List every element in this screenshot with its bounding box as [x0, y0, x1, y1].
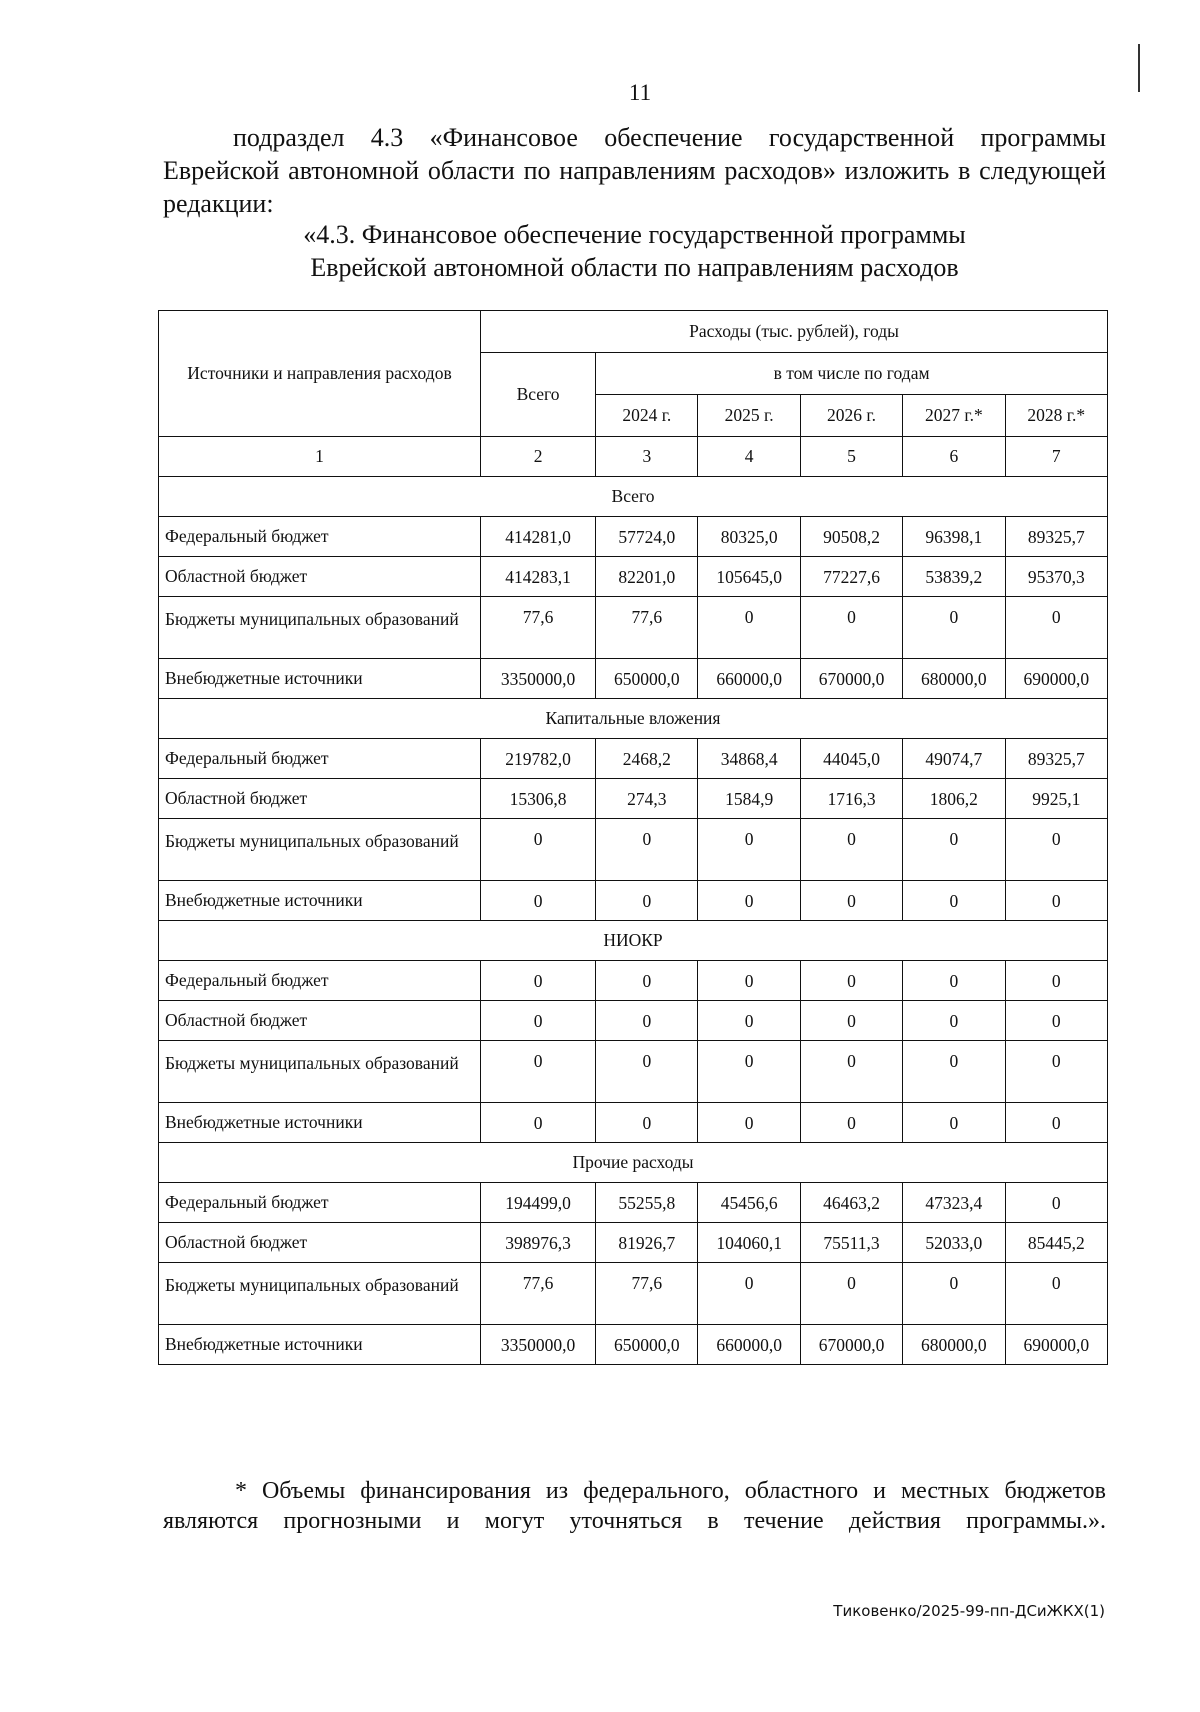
table-cell: 670000,0 [800, 659, 902, 699]
table-cell: 414283,1 [481, 557, 596, 597]
table-cell: 690000,0 [1005, 659, 1107, 699]
table-cell: 0 [800, 961, 902, 1001]
row-label: Бюджеты муниципальных образований [159, 819, 481, 881]
table-cell: 0 [800, 597, 902, 659]
table-row [159, 881, 1108, 921]
section-header-row [159, 921, 1108, 961]
table-cell: 0 [596, 881, 698, 921]
table-cell: 650000,0 [596, 1325, 698, 1365]
sources-header: Источники и направления расходов [159, 311, 481, 437]
table-row [159, 1041, 1108, 1103]
column-number: 4 [698, 437, 800, 477]
row-label: Бюджеты муниципальных образований [159, 597, 481, 659]
table-cell: 45456,6 [698, 1183, 800, 1223]
table-cell: 0 [1005, 1263, 1107, 1325]
year-header: 2026 г. [800, 395, 902, 437]
table-cell: 0 [596, 1001, 698, 1041]
table-cell: 0 [1005, 1103, 1107, 1143]
table-cell: 81926,7 [596, 1223, 698, 1263]
table-cell: 680000,0 [903, 659, 1005, 699]
finance-table [158, 310, 1108, 1365]
table-row [159, 597, 1108, 659]
table-cell: 0 [903, 961, 1005, 1001]
table-header [159, 311, 1108, 477]
table-cell: 0 [698, 597, 800, 659]
table-cell: 0 [903, 597, 1005, 659]
table-cell: 414281,0 [481, 517, 596, 557]
table-row [159, 557, 1108, 597]
table-cell: 0 [698, 1263, 800, 1325]
table-cell: 0 [481, 961, 596, 1001]
row-label: Федеральный бюджет [159, 739, 481, 779]
table-cell: 89325,7 [1005, 739, 1107, 779]
table-cell: 0 [903, 1041, 1005, 1103]
section-title: Капитальные вложения [159, 699, 1108, 739]
table-cell: 0 [596, 819, 698, 881]
table-cell: 0 [698, 961, 800, 1001]
table-row [159, 961, 1108, 1001]
table-cell: 1716,3 [800, 779, 902, 819]
table-cell: 0 [596, 961, 698, 1001]
row-label: Областной бюджет [159, 557, 481, 597]
table-cell: 104060,1 [698, 1223, 800, 1263]
table-cell: 194499,0 [481, 1183, 596, 1223]
row-label: Бюджеты муниципальных образований [159, 1263, 481, 1325]
row-label: Федеральный бюджет [159, 1183, 481, 1223]
table-cell: 44045,0 [800, 739, 902, 779]
table-cell: 0 [800, 1103, 902, 1143]
table-cell: 77227,6 [800, 557, 902, 597]
table-cell: 89325,7 [1005, 517, 1107, 557]
section-header-row [159, 477, 1108, 517]
table-cell: 0 [481, 819, 596, 881]
table-cell: 670000,0 [800, 1325, 902, 1365]
column-number: 6 [903, 437, 1005, 477]
section-heading [163, 218, 1106, 284]
table-cell: 77,6 [481, 597, 596, 659]
table-row [159, 1263, 1108, 1325]
table-cell: 90508,2 [800, 517, 902, 557]
table-row [159, 1223, 1108, 1263]
row-label: Областной бюджет [159, 1223, 481, 1263]
year-header: 2027 г.* [903, 395, 1005, 437]
column-number: 1 [159, 437, 481, 477]
row-label: Федеральный бюджет [159, 517, 481, 557]
table-row [159, 1001, 1108, 1041]
row-label: Областной бюджет [159, 1001, 481, 1041]
intro-paragraph: подраздел 4.3 «Финансовое обеспечение государственной программы Еврейской автономной области по направлениям расходов» изложить в следующей редакции: [163, 123, 1106, 218]
table-cell: 680000,0 [903, 1325, 1005, 1365]
table-cell: 53839,2 [903, 557, 1005, 597]
table-cell: 49074,7 [903, 739, 1005, 779]
table-row [159, 819, 1108, 881]
table-cell: 398976,3 [481, 1223, 596, 1263]
table-cell: 0 [800, 881, 902, 921]
row-label: Бюджеты муниципальных образований [159, 1041, 481, 1103]
table-row [159, 1325, 1108, 1365]
table-row [159, 659, 1108, 699]
table-cell: 3350000,0 [481, 1325, 596, 1365]
table-cell: 34868,4 [698, 739, 800, 779]
table-cell: 82201,0 [596, 557, 698, 597]
table-cell: 0 [903, 1263, 1005, 1325]
section-title: Всего [159, 477, 1108, 517]
table-cell: 77,6 [596, 1263, 698, 1325]
total-header: Всего [481, 353, 596, 437]
table-cell: 0 [698, 1041, 800, 1103]
year-header: 2028 г.* [1005, 395, 1107, 437]
table-cell: 9925,1 [1005, 779, 1107, 819]
row-label: Внебюджетные источники [159, 1103, 481, 1143]
table-cell: 0 [481, 1103, 596, 1143]
table-cell: 77,6 [481, 1263, 596, 1325]
table-cell: 0 [903, 1001, 1005, 1041]
table-cell: 15306,8 [481, 779, 596, 819]
table-cell: 57724,0 [596, 517, 698, 557]
table-cell: 96398,1 [903, 517, 1005, 557]
table-cell: 0 [1005, 1001, 1107, 1041]
table-row [159, 779, 1108, 819]
footnote-line-1: * Объемы финансирования из федерального, областного и местных бюджетов [235, 1478, 1106, 1504]
table-cell: 0 [800, 1041, 902, 1103]
table-cell: 0 [698, 1103, 800, 1143]
table-cell: 0 [800, 1263, 902, 1325]
table-cell: 0 [800, 1001, 902, 1041]
table-cell: 0 [1005, 1183, 1107, 1223]
table-cell: 0 [1005, 961, 1107, 1001]
table-cell: 0 [903, 819, 1005, 881]
year-header: 2025 г. [698, 395, 800, 437]
row-label: Областной бюджет [159, 779, 481, 819]
heading-line-1: «4.3. Финансовое обеспечение государственной программы [303, 220, 966, 249]
section-header-row [159, 1143, 1108, 1183]
column-number: 5 [800, 437, 902, 477]
table-cell: 46463,2 [800, 1183, 902, 1223]
table-row [159, 517, 1108, 557]
column-number: 7 [1005, 437, 1107, 477]
table-body [159, 477, 1108, 1365]
table-cell: 0 [698, 881, 800, 921]
table-cell: 0 [481, 881, 596, 921]
table-cell: 0 [903, 1103, 1005, 1143]
section-title: Прочие расходы [159, 1143, 1108, 1183]
table-cell: 274,3 [596, 779, 698, 819]
table-cell: 1584,9 [698, 779, 800, 819]
table-cell: 650000,0 [596, 659, 698, 699]
row-label: Внебюджетные источники [159, 881, 481, 921]
table-cell: 0 [903, 881, 1005, 921]
table-cell: 0 [698, 819, 800, 881]
year-header: 2024 г. [596, 395, 698, 437]
table-cell: 105645,0 [698, 557, 800, 597]
table-cell: 85445,2 [1005, 1223, 1107, 1263]
table-cell: 55255,8 [596, 1183, 698, 1223]
table-cell: 0 [481, 1041, 596, 1103]
table-cell: 0 [596, 1041, 698, 1103]
table-cell: 0 [1005, 881, 1107, 921]
table-cell: 95370,3 [1005, 557, 1107, 597]
table-cell: 52033,0 [903, 1223, 1005, 1263]
table-cell: 0 [800, 819, 902, 881]
table-cell: 0 [1005, 819, 1107, 881]
by-years-header: в том числе по годам [596, 353, 1108, 395]
table-cell: 219782,0 [481, 739, 596, 779]
section-header-row [159, 699, 1108, 739]
row-label: Внебюджетные источники [159, 659, 481, 699]
table-cell: 2468,2 [596, 739, 698, 779]
table-cell: 0 [1005, 597, 1107, 659]
table-cell: 0 [481, 1001, 596, 1041]
table-cell: 0 [596, 1103, 698, 1143]
table-row [159, 1183, 1108, 1223]
row-label: Федеральный бюджет [159, 961, 481, 1001]
heading-line-2: Еврейской автономной области по направлениям расходов [310, 253, 959, 282]
document-id: Тиковенко/2025-99-пп-ДСиЖКХ(1) [833, 1602, 1105, 1620]
table-cell: 0 [698, 1001, 800, 1041]
table-cell: 690000,0 [1005, 1325, 1107, 1365]
column-number: 2 [481, 437, 596, 477]
table-cell: 1806,2 [903, 779, 1005, 819]
table-row [159, 739, 1108, 779]
table-row [159, 1103, 1108, 1143]
table-cell: 77,6 [596, 597, 698, 659]
page-number: 11 [628, 80, 652, 105]
scan-edge-mark [1138, 44, 1140, 92]
table-cell: 0 [1005, 1041, 1107, 1103]
footnote-line-2: являются прогнозными и могут уточняться в течение действия программы.». [163, 1508, 1106, 1534]
table-cell: 75511,3 [800, 1223, 902, 1263]
column-number: 3 [596, 437, 698, 477]
table-cell: 47323,4 [903, 1183, 1005, 1223]
table-cell: 3350000,0 [481, 659, 596, 699]
table-cell: 660000,0 [698, 1325, 800, 1365]
expenses-header: Расходы (тыс. рублей), годы [481, 311, 1108, 353]
section-title: НИОКР [159, 921, 1108, 961]
table-cell: 80325,0 [698, 517, 800, 557]
row-label: Внебюджетные источники [159, 1325, 481, 1365]
table-cell: 660000,0 [698, 659, 800, 699]
